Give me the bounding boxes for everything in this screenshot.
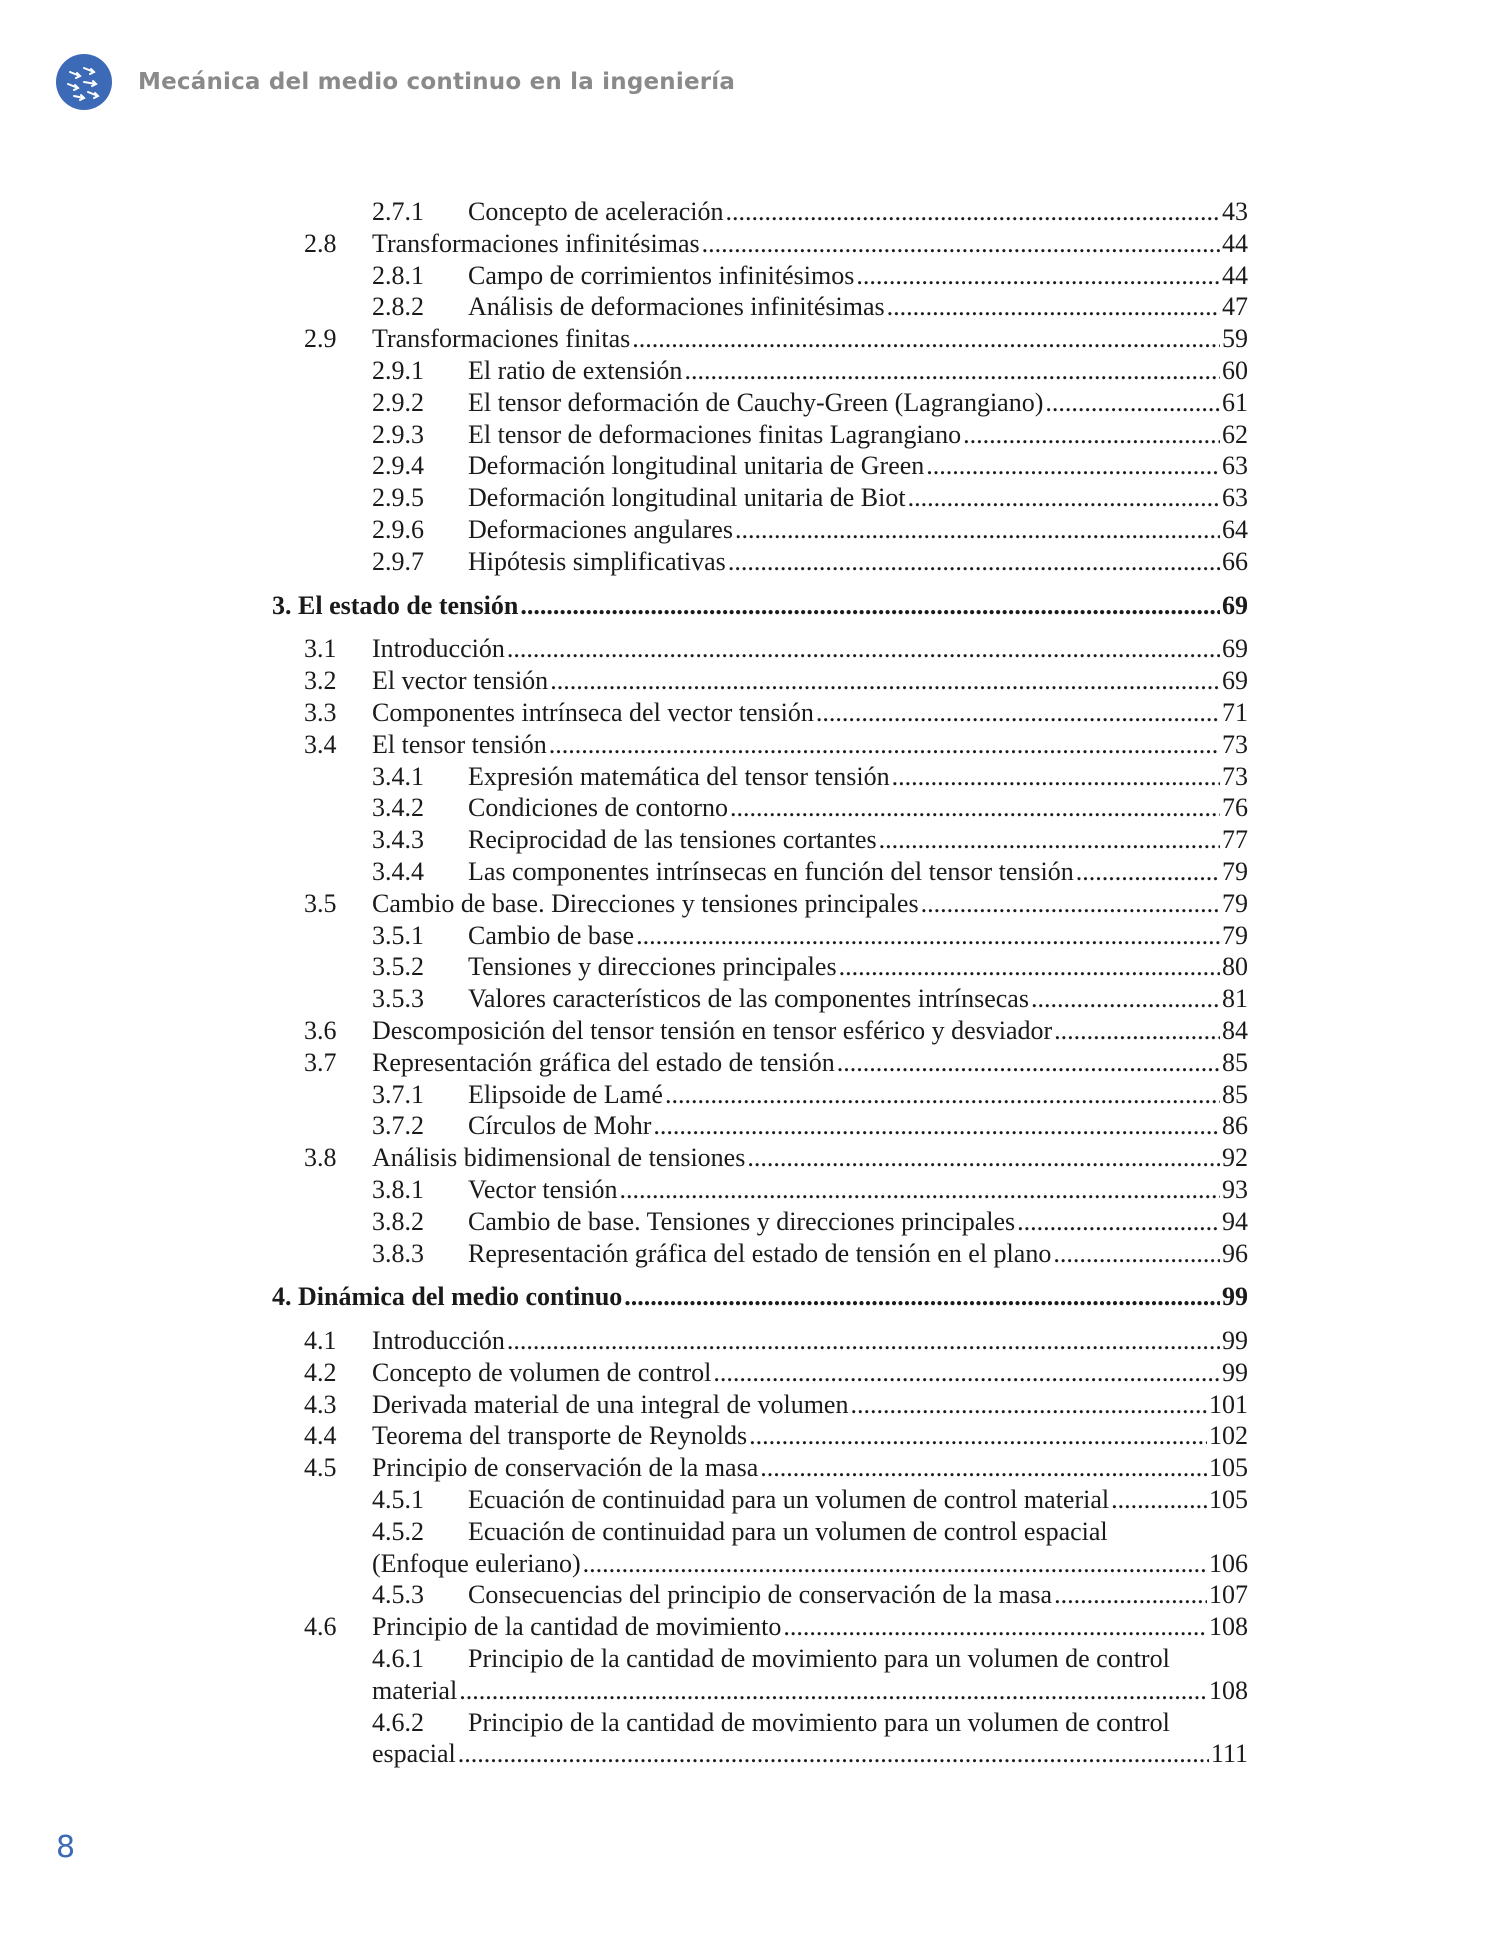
toc-entry-page: 69 (1222, 666, 1248, 696)
toc-entry-page: 106 (1209, 1548, 1248, 1578)
toc-entry-title: El tensor de deformaciones finitas Lagrangiano (468, 419, 962, 449)
toc-entry[interactable] (272, 1142, 1248, 1174)
toc-leader-dots (550, 665, 1220, 697)
toc-entry-number: 2.9.6 (372, 514, 424, 544)
toc-leader-dots (549, 729, 1220, 761)
toc-entry[interactable] (272, 920, 1248, 952)
toc-entry-number: 4.5.1 (372, 1485, 424, 1515)
toc-entry-page: 108 (1209, 1612, 1248, 1642)
toc-entry-title: Las componentes intrínsecas en función del tensor tensión (468, 856, 1074, 886)
toc-entry-page: 105 (1209, 1453, 1248, 1483)
toc-entry-title: El vector tensión (372, 666, 549, 696)
toc-chapter[interactable] (272, 590, 1248, 622)
toc-leader-dots (749, 1420, 1207, 1452)
toc-entry-page: 69 (1222, 590, 1248, 620)
toc-entry-number: 2.9.5 (372, 483, 424, 513)
toc-entry-title: Reciprocidad de las tensiones cortantes (468, 825, 877, 855)
toc-entry[interactable] (272, 546, 1248, 578)
toc-entry-page: 63 (1222, 483, 1248, 513)
toc-entry-page: 66 (1222, 546, 1248, 576)
toc-entry[interactable] (272, 792, 1248, 824)
toc-entry-title: Condiciones de contorno (468, 793, 728, 823)
toc-entry-title: Concepto de aceleración (468, 197, 724, 226)
toc-entry-page: 43 (1222, 197, 1248, 226)
toc-entry-title-continued: material (372, 1675, 458, 1705)
toc-entry-title: Deformación longitudinal unitaria de Green (468, 451, 925, 481)
toc-leader-dots (726, 196, 1220, 228)
toc-leader-dots (783, 1611, 1207, 1643)
toc-entry-page: 111 (1210, 1739, 1248, 1769)
toc-leader-dots (702, 228, 1220, 260)
toc-entry-title: El ratio de extensión (468, 355, 683, 385)
toc-leader-dots (619, 1174, 1220, 1206)
toc-entry[interactable] (272, 729, 1248, 761)
toc-entry-number: 4.3 (304, 1389, 337, 1419)
toc-entry-page: 77 (1222, 825, 1248, 855)
toc-entry-number: 3.4.1 (372, 761, 424, 791)
toc-leader-dots (507, 1325, 1220, 1357)
toc-entry-page: 71 (1222, 697, 1248, 727)
toc-leader-dots (892, 761, 1220, 793)
toc-leader-dots (921, 888, 1220, 920)
toc-entry-title: Tensiones y direcciones principales (468, 952, 837, 982)
toc-entry[interactable] (272, 1611, 1248, 1643)
toc-entry[interactable] (272, 514, 1248, 546)
toc-entry[interactable] (272, 1079, 1248, 1111)
toc-entry[interactable] (272, 1579, 1248, 1611)
toc-entry-continuation[interactable] (272, 1548, 1248, 1580)
toc-entry-title: El tensor tensión (372, 729, 547, 759)
toc-entry-title: Representación gráfica del estado de tensión en el plano (468, 1238, 1052, 1268)
toc-entry-number: 3.6 (304, 1015, 337, 1045)
toc-entry[interactable] (272, 291, 1248, 323)
toc-entry[interactable] (272, 387, 1248, 419)
toc-entry-title: Introducción (372, 1326, 505, 1356)
toc-chapter[interactable] (272, 1281, 1248, 1313)
toc-entry-number: 2.8.1 (372, 260, 424, 290)
toc-entry-number: 3.5 (304, 888, 337, 918)
toc-entry[interactable] (272, 665, 1248, 697)
toc-entry-title: Análisis de deformaciones infinitésimas (468, 292, 885, 322)
toc-leader-dots (583, 1548, 1207, 1580)
toc-entry-number: 4.5.3 (372, 1580, 424, 1610)
toc-entry-title: Derivada material de una integral de volumen (372, 1389, 849, 1419)
toc-entry[interactable] (272, 888, 1248, 920)
toc-entry-title: Principio de la cantidad de movimiento para un volumen de control (468, 1644, 1170, 1674)
toc-entry-number: 3.3 (304, 697, 337, 727)
toc-entry-title-continued: (Enfoque euleriano) (372, 1548, 581, 1578)
toc-entry-title-continued: espacial (372, 1739, 456, 1769)
toc-entry-title: Componentes intrínseca del vector tensión (372, 697, 814, 727)
toc-leader-dots (1017, 1206, 1220, 1238)
toc-leader-dots (837, 1047, 1220, 1079)
toc-entry-title: Introducción (372, 634, 505, 664)
toc-leader-dots (1054, 1015, 1220, 1047)
toc-entry[interactable] (272, 1357, 1248, 1389)
toc-entry-number: 3.7.2 (372, 1111, 424, 1141)
toc-leader-dots (856, 260, 1220, 292)
toc-entry[interactable] (272, 355, 1248, 387)
toc-entry-page: 107 (1209, 1580, 1248, 1610)
toc-entry-page: 64 (1222, 514, 1248, 544)
toc-leader-dots (713, 1357, 1220, 1389)
toc-entry[interactable] (272, 419, 1248, 451)
toc-entry-title: Expresión matemática del tensor tensión (468, 761, 890, 791)
toc-entry[interactable] (272, 1174, 1248, 1206)
toc-entry[interactable] (272, 824, 1248, 856)
toc-entry-number: 4.6.1 (372, 1644, 424, 1674)
toc-leader-dots (653, 1110, 1220, 1142)
toc-entry-title: Teorema del transporte de Reynolds (372, 1421, 748, 1451)
toc-leader-dots (507, 633, 1220, 665)
toc-leader-dots (839, 951, 1220, 983)
toc-entry-title: Representación gráfica del estado de tensión (372, 1047, 835, 1077)
toc-entry-page: 62 (1222, 419, 1248, 449)
toc-entry-page: 79 (1222, 920, 1248, 950)
toc-entry-page: 102 (1209, 1421, 1248, 1451)
toc-leader-dots (735, 514, 1220, 546)
toc-leader-dots (1031, 983, 1220, 1015)
toc-entry-continuation[interactable] (272, 1675, 1248, 1707)
toc-entry-title: Transformaciones infinitésimas (372, 228, 700, 258)
toc-entry-number: 2.8 (304, 228, 337, 258)
toc-entry[interactable] (272, 1015, 1248, 1047)
toc-entry-number: 2.9.7 (372, 546, 424, 576)
toc-entry-number: 3.4.4 (372, 856, 424, 886)
toc-entry-title: 3. El estado de tensión (272, 590, 519, 620)
toc-entry-page: 76 (1222, 793, 1248, 823)
toc-entry-number: 3.7 (304, 1047, 337, 1077)
toc-entry[interactable] (272, 482, 1248, 514)
toc-entry-number: 3.1 (304, 634, 337, 664)
toc-entry[interactable] (272, 228, 1248, 260)
toc-entry-title: Cambio de base. Tensiones y direcciones principales (468, 1206, 1016, 1236)
toc-leader-dots (1045, 387, 1220, 419)
toc-entry-page: 81 (1222, 984, 1248, 1014)
toc-entry[interactable] (272, 1389, 1248, 1421)
toc-entry-title: Cambio de base. Direcciones y tensiones principales (372, 888, 919, 918)
toc-entry-number: 2.9 (304, 324, 337, 354)
toc-entry-page: 94 (1222, 1206, 1248, 1236)
toc-leader-dots (747, 1142, 1220, 1174)
arrows-logo-icon (56, 54, 112, 110)
toc-entry-title: Campo de corrimientos infinitésimos (468, 260, 855, 290)
toc-entry-title: Cambio de base (468, 920, 635, 950)
toc-leader-dots (624, 1281, 1220, 1313)
toc-entry[interactable] (272, 1238, 1248, 1270)
toc-entry-number: 4.5.2 (372, 1516, 424, 1546)
toc-leader-dots (1076, 856, 1220, 888)
toc-entry-title: Círculos de Mohr (468, 1111, 652, 1141)
toc-entry[interactable] (272, 1110, 1248, 1142)
toc-leader-dots (1054, 1579, 1207, 1611)
toc-entry-title: Hipótesis simplificativas (468, 546, 726, 576)
toc-entry-number: 3.4.3 (372, 825, 424, 855)
toc-entry-number: 3.5.1 (372, 920, 424, 950)
toc-entry-title: Deformación longitudinal unitaria de Biot (468, 483, 906, 513)
toc-entry-title: Principio de conservación de la masa (372, 1453, 759, 1483)
toc-leader-dots (760, 1452, 1207, 1484)
toc-entry-page: 61 (1222, 387, 1248, 417)
toc-entry-title: Concepto de volumen de control (372, 1357, 712, 1387)
toc-entry-page: 69 (1222, 634, 1248, 664)
toc-entry-number: 4.6.2 (372, 1707, 424, 1737)
toc-leader-dots (1111, 1484, 1207, 1516)
toc-entry-page: 80 (1222, 952, 1248, 982)
toc-entry-number: 4.2 (304, 1357, 337, 1387)
toc-entry[interactable] (272, 260, 1248, 292)
toc-entry-title: Principio de la cantidad de movimiento para un volumen de control (468, 1707, 1170, 1737)
table-of-contents (272, 196, 1248, 1770)
toc-leader-dots (879, 824, 1220, 856)
toc-entry-number: 3.7.1 (372, 1079, 424, 1109)
toc-entry-number: 3.8.3 (372, 1238, 424, 1268)
toc-leader-dots (926, 450, 1220, 482)
toc-entry-page: 101 (1209, 1389, 1248, 1419)
toc-entry[interactable] (272, 323, 1248, 355)
toc-entry-page: 63 (1222, 451, 1248, 481)
toc-entry-page: 44 (1222, 260, 1248, 290)
toc-entry-page: 93 (1222, 1174, 1248, 1204)
toc-leader-dots (684, 355, 1220, 387)
toc-entry-number: 3.8 (304, 1143, 337, 1173)
toc-entry-number: 2.7.1 (372, 197, 424, 226)
toc-entry-page: 108 (1209, 1675, 1248, 1705)
toc-entry-page: 96 (1222, 1238, 1248, 1268)
toc-entry-number: 2.8.2 (372, 292, 424, 322)
toc-entry-page: 44 (1222, 228, 1248, 258)
toc-entry-title: Ecuación de continuidad para un volumen de control material (468, 1485, 1110, 1515)
toc-leader-dots (816, 697, 1220, 729)
toc-entry-title: Elipsoide de Lamé (468, 1079, 663, 1109)
toc-entry-page: 84 (1222, 1015, 1248, 1045)
toc-entry[interactable] (272, 1325, 1248, 1357)
toc-entry[interactable] (272, 1420, 1248, 1452)
toc-entry-number: 3.8.1 (372, 1174, 424, 1204)
toc-entry-title: Deformaciones angulares (468, 514, 733, 544)
toc-entry-page: 99 (1222, 1326, 1248, 1356)
toc-entry-number: 3.5.2 (372, 952, 424, 982)
toc-entry[interactable] (272, 1206, 1248, 1238)
book-title: Mecánica del medio continuo en la ingeniería (138, 69, 736, 95)
toc-entry-number: 2.9.2 (372, 387, 424, 417)
toc-entry-title: Valores característicos de las componentes intrínsecas (468, 984, 1029, 1014)
toc-entry-page: 85 (1222, 1079, 1248, 1109)
toc-entry-number: 2.9.3 (372, 419, 424, 449)
toc-leader-dots (665, 1079, 1220, 1111)
toc-entry[interactable] (272, 1452, 1248, 1484)
toc-leader-dots (908, 482, 1220, 514)
toc-entry-title: Consecuencias del principio de conservación de la masa (468, 1580, 1053, 1610)
toc-entry[interactable] (272, 697, 1248, 729)
toc-entry-number: 4.1 (304, 1326, 337, 1356)
toc-entry-number: 3.2 (304, 666, 337, 696)
toc-entry-title: Transformaciones finitas (372, 324, 631, 354)
toc-leader-dots (458, 1738, 1209, 1770)
toc-entry-title: 4. Dinámica del medio continuo (272, 1282, 623, 1312)
toc-entry[interactable] (272, 450, 1248, 482)
toc-leader-dots (632, 323, 1220, 355)
toc-entry-number: 2.9.1 (372, 355, 424, 385)
toc-entry-number: 3.5.3 (372, 984, 424, 1014)
toc-entry-page: 73 (1222, 761, 1248, 791)
toc-entry-page: 85 (1222, 1047, 1248, 1077)
toc-leader-dots (520, 590, 1220, 622)
toc-entry-title: Descomposición del tensor tensión en tensor esférico y desviador (372, 1015, 1053, 1045)
toc-entry-title: Ecuación de continuidad para un volumen de control espacial (468, 1516, 1108, 1546)
toc-entry-title: El tensor deformación de Cauchy-Green (Lagrangiano) (468, 387, 1044, 417)
toc-entry[interactable] (272, 1643, 1248, 1675)
toc-entry-number: 3.4.2 (372, 793, 424, 823)
toc-leader-dots (728, 546, 1220, 578)
toc-entry-page: 99 (1222, 1357, 1248, 1387)
toc-entry-number: 2.9.4 (372, 451, 424, 481)
running-header (56, 54, 735, 110)
toc-entry[interactable] (272, 1516, 1248, 1548)
toc-leader-dots (850, 1389, 1207, 1421)
toc-leader-dots (887, 291, 1220, 323)
toc-entry-page: 99 (1222, 1282, 1248, 1312)
toc-entry-page: 92 (1222, 1143, 1248, 1173)
toc-entry-page: 86 (1222, 1111, 1248, 1141)
toc-entry-page: 79 (1222, 888, 1248, 918)
toc-entry[interactable] (272, 1484, 1248, 1516)
toc-leader-dots (1053, 1238, 1220, 1270)
toc-entry-number: 3.8.2 (372, 1206, 424, 1236)
toc-entry-continuation[interactable] (272, 1738, 1248, 1770)
toc-entry-title: Análisis bidimensional de tensiones (372, 1143, 746, 1173)
toc-entry[interactable] (272, 761, 1248, 793)
toc-leader-dots (963, 419, 1220, 451)
toc-leader-dots (730, 792, 1220, 824)
toc-entry[interactable] (272, 856, 1248, 888)
toc-entry-page: 47 (1222, 292, 1248, 322)
toc-entry-title: Principio de la cantidad de movimiento (372, 1612, 782, 1642)
toc-entry-number: 4.6 (304, 1612, 337, 1642)
toc-entry-page: 105 (1209, 1485, 1248, 1515)
toc-entry[interactable] (272, 633, 1248, 665)
toc-entry-number: 4.4 (304, 1421, 337, 1451)
toc-entry-page: 60 (1222, 355, 1248, 385)
toc-entry[interactable] (272, 983, 1248, 1015)
toc-entry[interactable] (272, 196, 1248, 228)
page-number: 8 (56, 1830, 76, 1865)
toc-entry-page: 73 (1222, 729, 1248, 759)
toc-entry[interactable] (272, 1047, 1248, 1079)
toc-entry-number: 4.5 (304, 1453, 337, 1483)
toc-entry-page: 79 (1222, 856, 1248, 886)
toc-entry-number: 3.4 (304, 729, 337, 759)
toc-entry-title: Vector tensión (468, 1174, 618, 1204)
toc-leader-dots (636, 920, 1220, 952)
toc-entry[interactable] (272, 1707, 1248, 1739)
toc-entry-page: 59 (1222, 324, 1248, 354)
toc-leader-dots (459, 1675, 1207, 1707)
toc-entry[interactable] (272, 951, 1248, 983)
